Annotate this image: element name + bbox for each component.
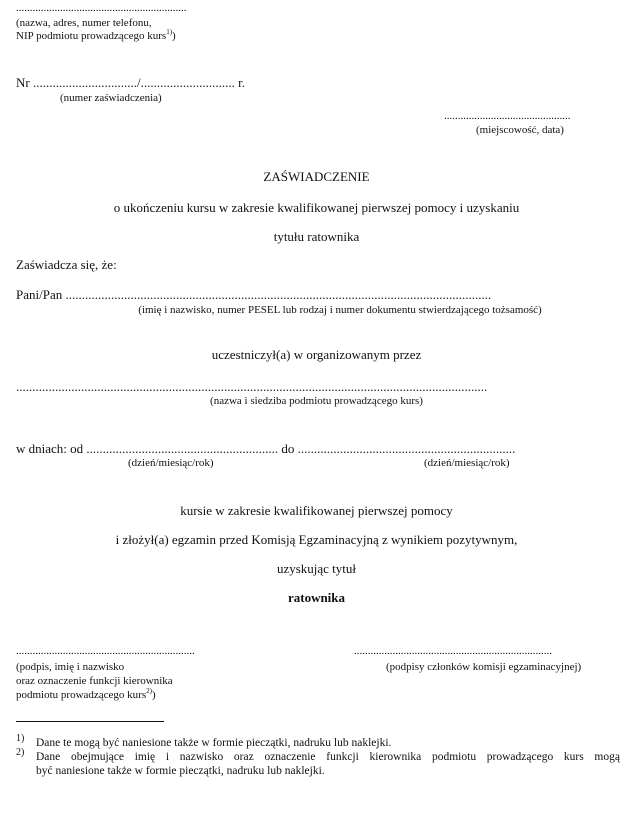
- title-line-3: tytułu ratownika: [273, 229, 360, 244]
- certificate-number-field: Nr ................................/............................. r.: [16, 75, 245, 90]
- place-date-dots: ..............................................: [444, 110, 571, 122]
- issuer-caption-line1: (nazwa, adres, numer telefonu,: [16, 17, 152, 29]
- right-signature-caption: (podpisy członków komisji egzaminacyjnej): [386, 661, 582, 673]
- obtaining-line: uzyskując tytuł: [276, 561, 357, 576]
- organizer-caption: (nazwa i siedziba podmiotu prowadzącego kurs): [210, 395, 423, 407]
- left-signature-dots: .................................................................: [16, 645, 195, 657]
- organizer-dots: .................................................................................................................................................: [16, 379, 488, 394]
- footnote-mark-2: 2): [16, 747, 25, 758]
- course-line: kursie w zakresie kwalifikowanej pierwszej pomocy: [180, 503, 453, 518]
- dates-field: w dniach: od ........................................................... do ...................................................................: [16, 441, 516, 456]
- title-line-2: o ukończeniu kursu w zakresie kwalifikowanej pierwszej pomocy i uzyskaniu: [113, 200, 520, 215]
- place-date-caption: (miejscowość, data): [476, 124, 564, 136]
- exam-line: i złożył(a) egzamin przed Komisją Egzaminacyjną z wynikiem pozytywnym,: [115, 532, 518, 547]
- certifies-text: Zaświadcza się, że:: [16, 257, 117, 272]
- issuer-caption-line2: NIP podmiotu prowadzącego kurs$^{1)}$): [16, 28, 176, 42]
- right-signature-dots: ........................................................................: [354, 645, 552, 657]
- left-signature-caption-1: (podpis, imię i nazwisko: [16, 661, 125, 673]
- certificate-number-caption: (numer zaświadczenia): [60, 92, 162, 104]
- footnote-text-2: Dane obejmujące imię i nazwisko oraz oznaczenie funkcji kierownika podmiotu prowadzącego kurs mogą: [36, 751, 620, 763]
- left-signature-caption-2: oraz oznaczenie funkcji kierownika: [16, 675, 173, 687]
- person-field: Pani/Pan ...................................................................................................................................: [16, 287, 492, 302]
- date-from-caption: (dzień/miesiąc/rok): [128, 457, 214, 469]
- left-signature-caption-3: podmiotu prowadzącego kurs$^{2)}$): [16, 687, 156, 701]
- footnote-ref-2: 2): [146, 687, 152, 695]
- footnote-ref-1: 1): [166, 28, 173, 36]
- rescuer-title: ratownika: [287, 590, 346, 605]
- issuer-dots: ..............................................................: [16, 2, 187, 14]
- footnote-separator: [16, 721, 164, 722]
- participated-text: uczestniczył(a) w organizowanym przez: [211, 347, 422, 362]
- date-to-caption: (dzień/miesiąc/rok): [424, 457, 510, 469]
- person-caption: (imię i nazwisko, numer PESEL lub rodzaj i numer dokumentu stwierdzającego tożsamość): [138, 304, 542, 316]
- document-title: ZAŚWIADCZENIE: [263, 169, 370, 184]
- footnote-text-2-cont: być naniesione także w formie pieczątki, nadruku lub naklejki.: [36, 765, 325, 777]
- footnote-text-1: Dane te mogą być naniesione także w formie pieczątki, nadruku lub naklejki.: [36, 737, 392, 749]
- footnote-mark-1: 1): [16, 733, 25, 744]
